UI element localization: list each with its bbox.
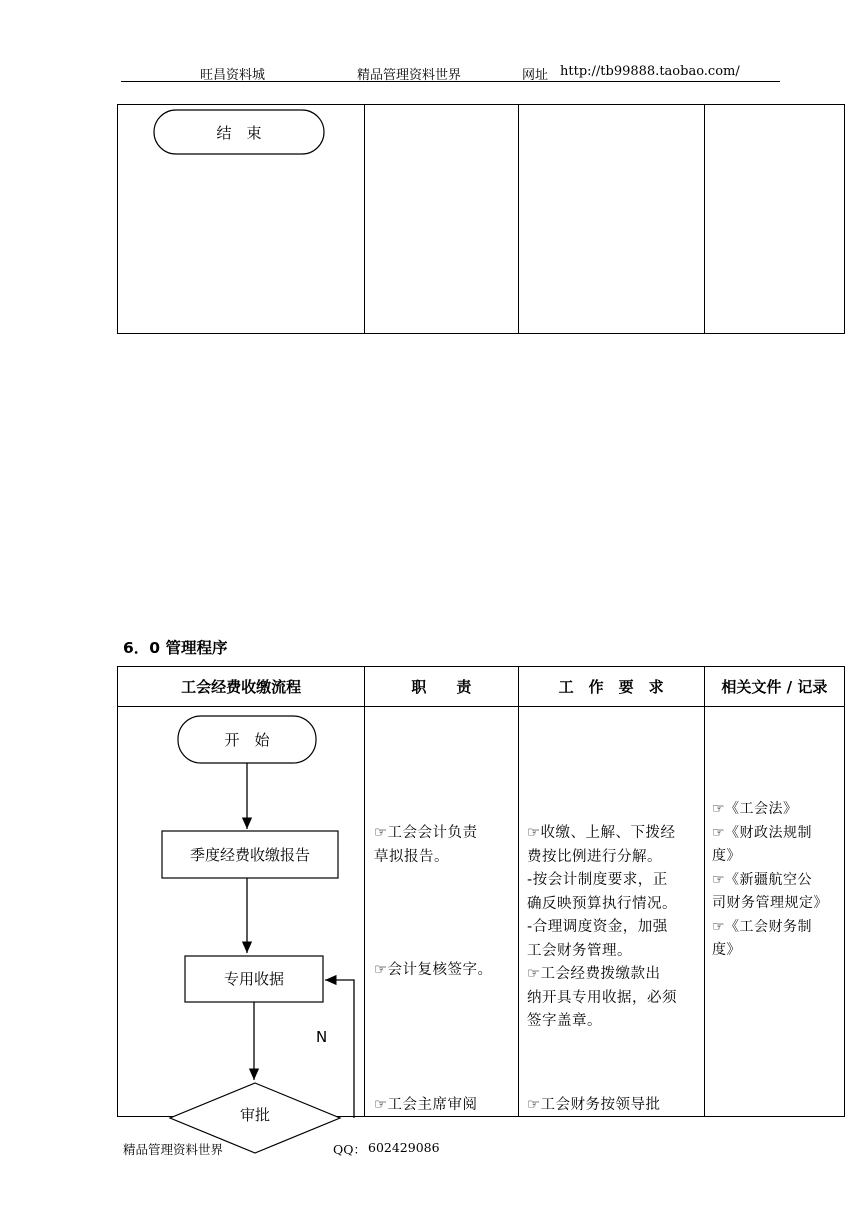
requirement-line: -按会计制度要求，正 — [527, 872, 668, 888]
header-duty: 职 责 — [365, 667, 518, 707]
document-line: 度》 — [712, 942, 741, 958]
requirement-line: 纳开具专用收据，必须 — [527, 989, 677, 1006]
header-requirements: 工 作 要 求 — [518, 667, 704, 707]
requirement-line: ☞工会经费拨缴款出 — [527, 966, 661, 982]
footer-qq-number: 602429086 — [368, 1140, 440, 1155]
header-documents: 相关文件 / 记录 — [704, 667, 844, 707]
duty-line: ☞工会会计负责 — [374, 825, 478, 841]
receipt-process-label: 专用收据 — [223, 970, 285, 988]
document-line: ☞《工会法》 — [712, 801, 798, 817]
header-url-label: 网址 — [522, 68, 549, 83]
requirement-line: 确反映预算执行情况。 — [527, 895, 677, 912]
footer-site-name: 精品管理资料世界 — [123, 1142, 224, 1157]
approval-decision-label: 审批 — [239, 1106, 271, 1124]
duty-line: 草拟报告。 — [374, 848, 449, 865]
document-line: ☞《财政法规制 — [712, 824, 813, 841]
requirement-line: 签字盖章。 — [527, 1013, 602, 1029]
top-flowchart — [0, 0, 868, 340]
document-line: 度》 — [712, 848, 741, 864]
duty-text-1 — [374, 822, 478, 869]
duty-text-3: ☞工会主席审阅 — [374, 1097, 478, 1113]
requirements-text — [527, 822, 677, 1034]
requirements-text-bottom: ☞工会财务按领导批 — [527, 1097, 661, 1113]
duty-text-2: ☞会计复核签字。 — [374, 962, 493, 978]
document-line: ☞《新疆航空公 — [712, 871, 813, 888]
section-title: 6．0 管理程序 — [123, 639, 228, 657]
document-line: 司财务管理规定》 — [712, 895, 828, 911]
footer-qq-label: QQ： — [333, 1142, 366, 1157]
report-process-label: 季度经费收缴报告 — [189, 846, 311, 864]
requirement-line: 费按比例进行分解。 — [527, 848, 662, 865]
documents-text — [712, 798, 828, 963]
requirement-line: 工会财务管理。 — [527, 942, 632, 959]
arrow-rejection-loop — [325, 980, 354, 1118]
header-shop-name: 旺昌资料城 — [200, 68, 266, 83]
start-terminal-label: 开 始 — [224, 731, 270, 749]
requirement-line: -合理调度资金，加强 — [527, 919, 668, 935]
requirement-line: ☞收缴、上解、下拨经 — [527, 825, 676, 841]
header-site-name: 精品管理资料世界 — [357, 68, 462, 83]
header-process: 工会经费收缴流程 — [118, 667, 365, 707]
no-branch-label: N — [316, 1028, 328, 1046]
header-url-link[interactable]: http://tb99888.taobao.com/ — [560, 64, 740, 79]
end-terminal-label: 结 束 — [216, 124, 262, 142]
document-line: ☞《工会财务制 — [712, 918, 813, 935]
